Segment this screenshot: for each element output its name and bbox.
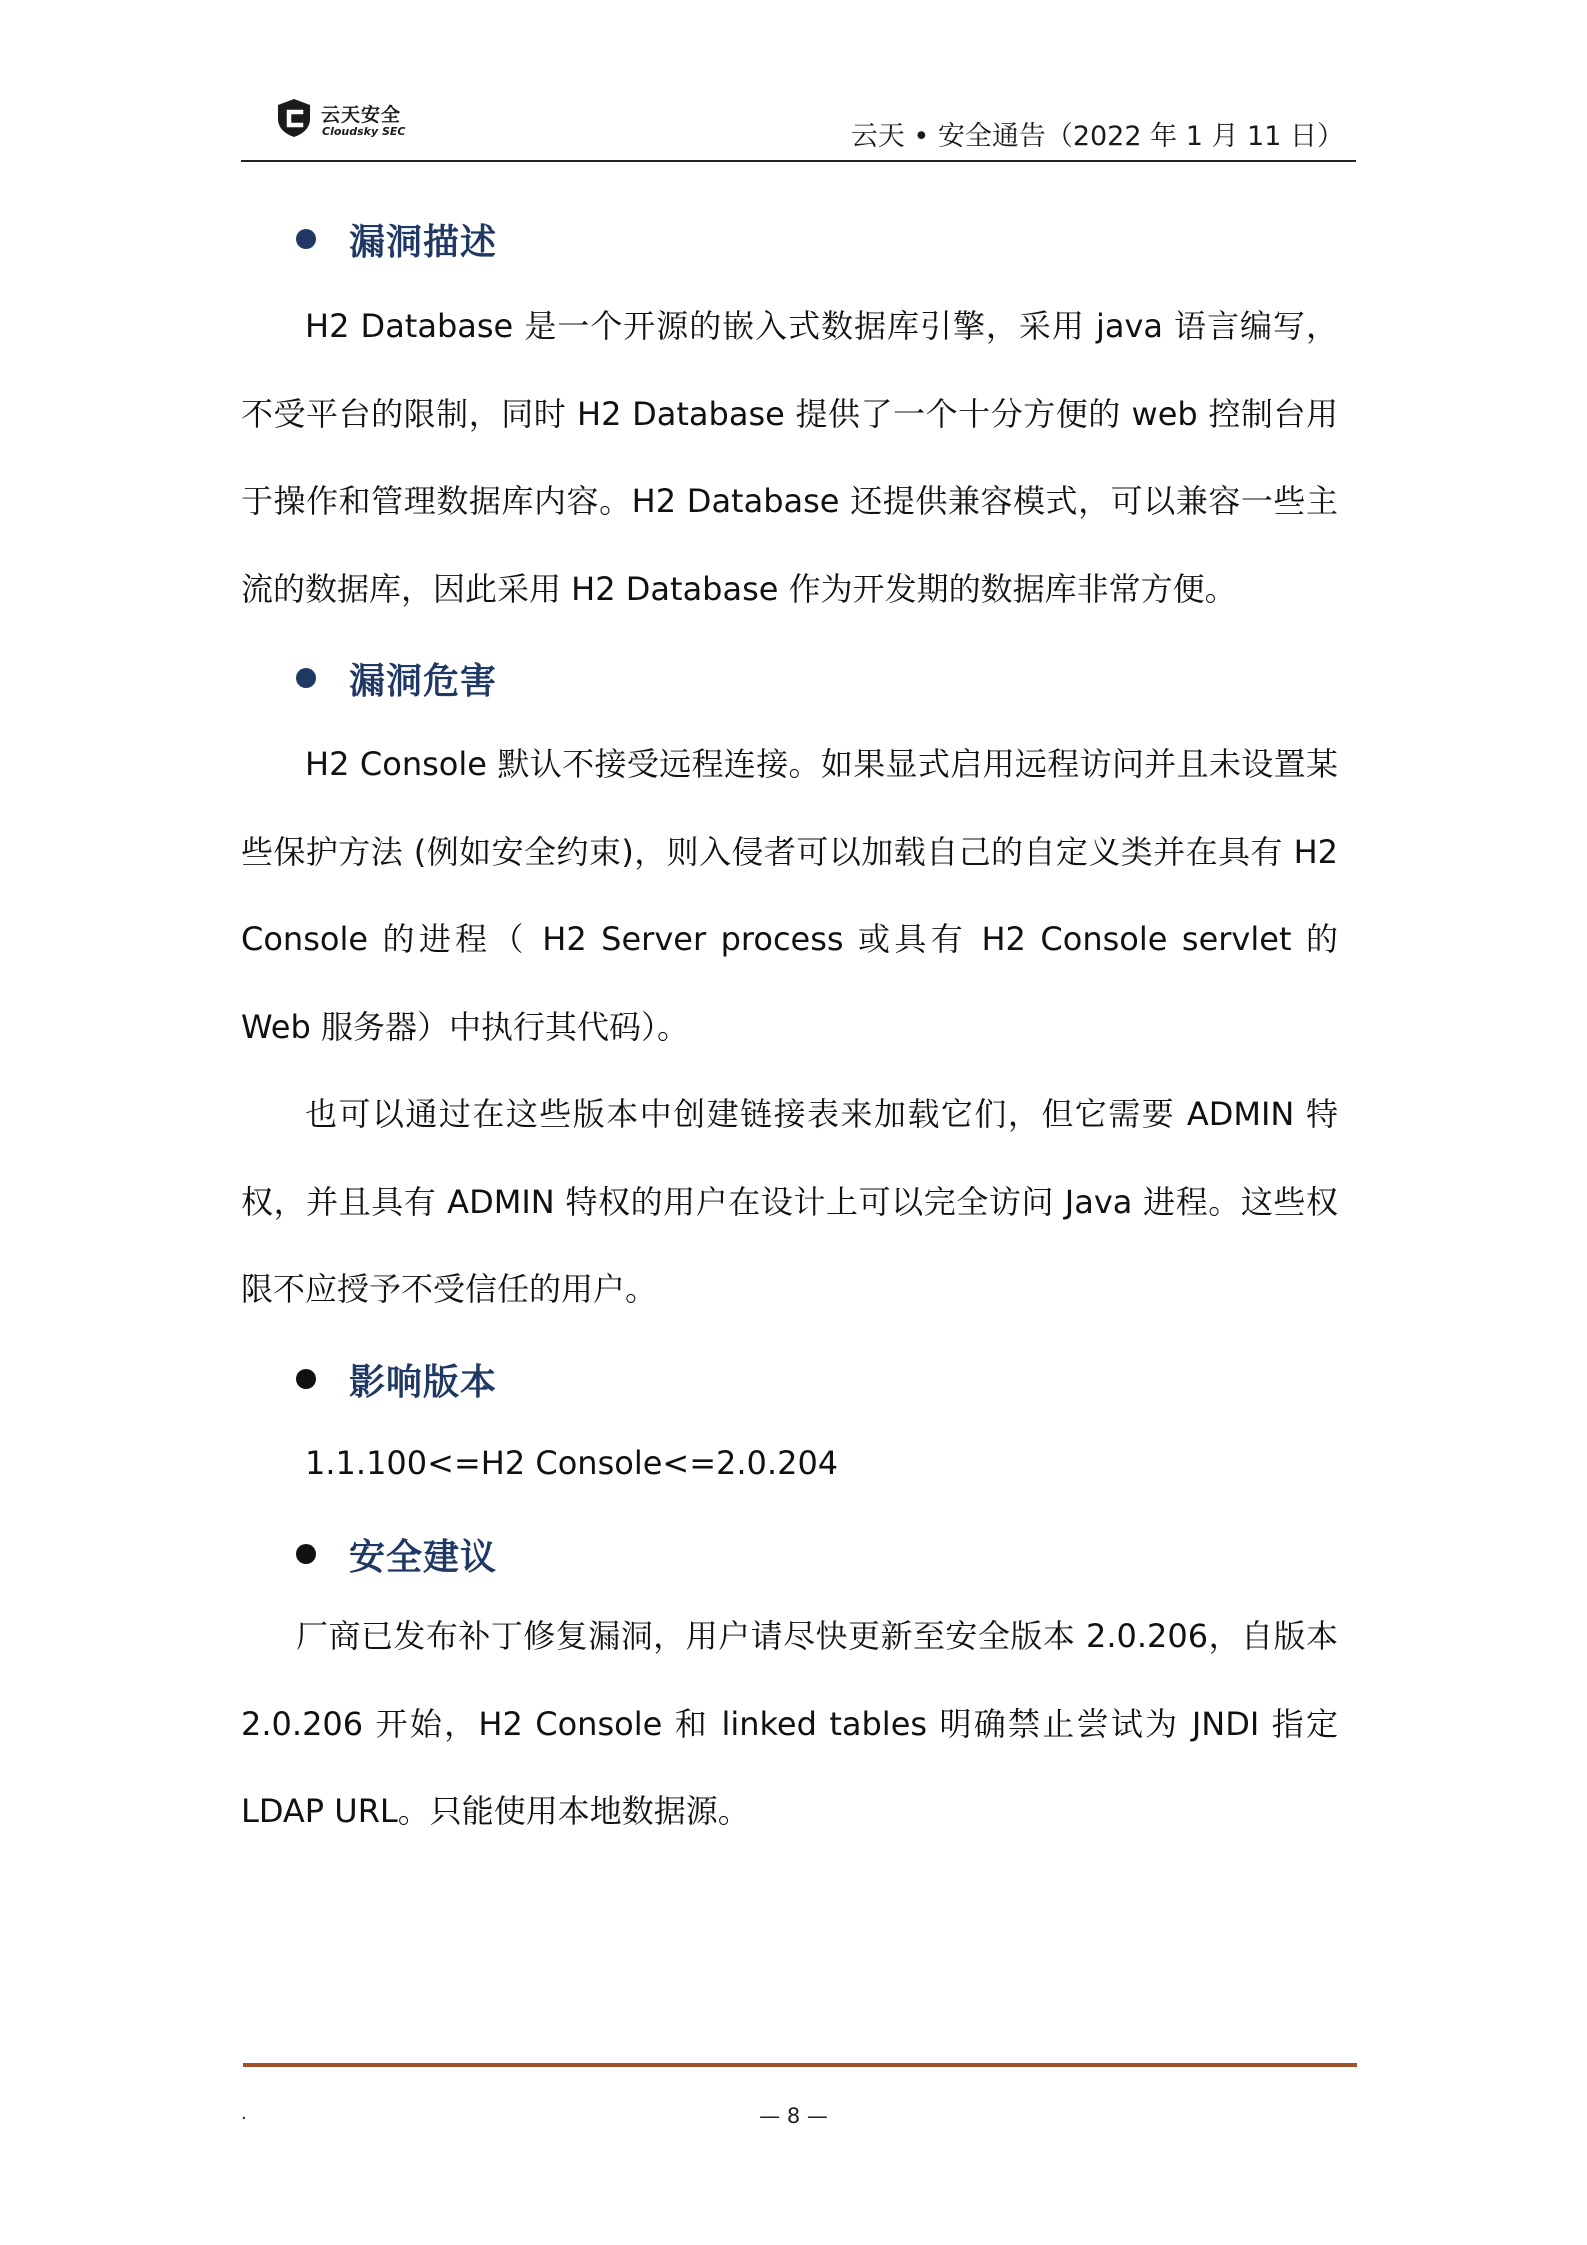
section-heading-affected-versions <box>296 1354 497 1404</box>
section-heading-recommendations <box>296 1529 497 1579</box>
header-divider <box>241 160 1356 162</box>
page-number: — 8 — <box>759 2104 828 2128</box>
footer-dot: . <box>241 2103 247 2124</box>
logo-chinese-name: 云天安全 <box>321 104 402 126</box>
section-heading-description <box>296 214 497 264</box>
bullet-icon <box>296 1544 316 1564</box>
impact-paragraph-2: 也可以通过在这些版本中创建链接表来加载它们，但它需要 ADMIN 特权，并且具有 ADMIN 特权的用户在设计上可以完全访问 Java 进程。这些权限不应授予不受信任的用户。 <box>241 1095 1338 1308</box>
affected-version-range: 1.1.100<=H2 Console<=2.0.204 <box>305 1444 839 1482</box>
logo-english-name: Cloudsky SEC <box>322 125 406 138</box>
footer-divider <box>243 2063 1357 2067</box>
section-heading-impact <box>296 653 497 703</box>
bullet-icon <box>296 229 316 249</box>
bullet-icon <box>296 1369 316 1389</box>
description-paragraph: H2 Database 是一个开源的嵌入式数据库引擎，采用 java 语言编写，不受平台的限制，同时 H2 Database 提供了一个十分方便的 web 控制台用于操作和管理数据库内容。H2 Database 还提供兼容模式，可以兼容一些主流的数据库，因此采用 H2 Database 作为开发期的数据库非常方便。 <box>241 307 1338 608</box>
section-heading-text: 漏洞危害 <box>349 660 498 702</box>
section-heading-text: 影响版本 <box>349 1361 498 1403</box>
impact-paragraph-1: H2 Console 默认不接受远程连接。如果显式启用远程访问并且未设置某些保护方法 (例如安全约束)，则入侵者可以加载自己的自定义类并在具有 H2 Console 的进程（ H2 Server process 或具有 H2 Console servlet 的 Web 服务器）中执行其代码）。 <box>241 745 1338 1046</box>
cloudsky-shield-logo-icon <box>275 98 313 138</box>
bulletin-header-title: 云天 • 安全通告（2022 年 1 月 11 日） <box>850 121 1344 152</box>
recommendation-paragraph: 厂商已发布补丁修复漏洞，用户请尽快更新至安全版本 2.0.206，自版本 2.0.206 开始，H2 Console 和 linked tables 明确禁止尝试为 JNDI 指定 LDAP URL。只能使用本地数据源。 <box>241 1617 1338 1830</box>
bullet-icon <box>296 668 316 688</box>
company-logo <box>275 96 425 144</box>
section-heading-text: 安全建议 <box>349 1536 498 1578</box>
section-heading-text: 漏洞描述 <box>349 221 498 263</box>
